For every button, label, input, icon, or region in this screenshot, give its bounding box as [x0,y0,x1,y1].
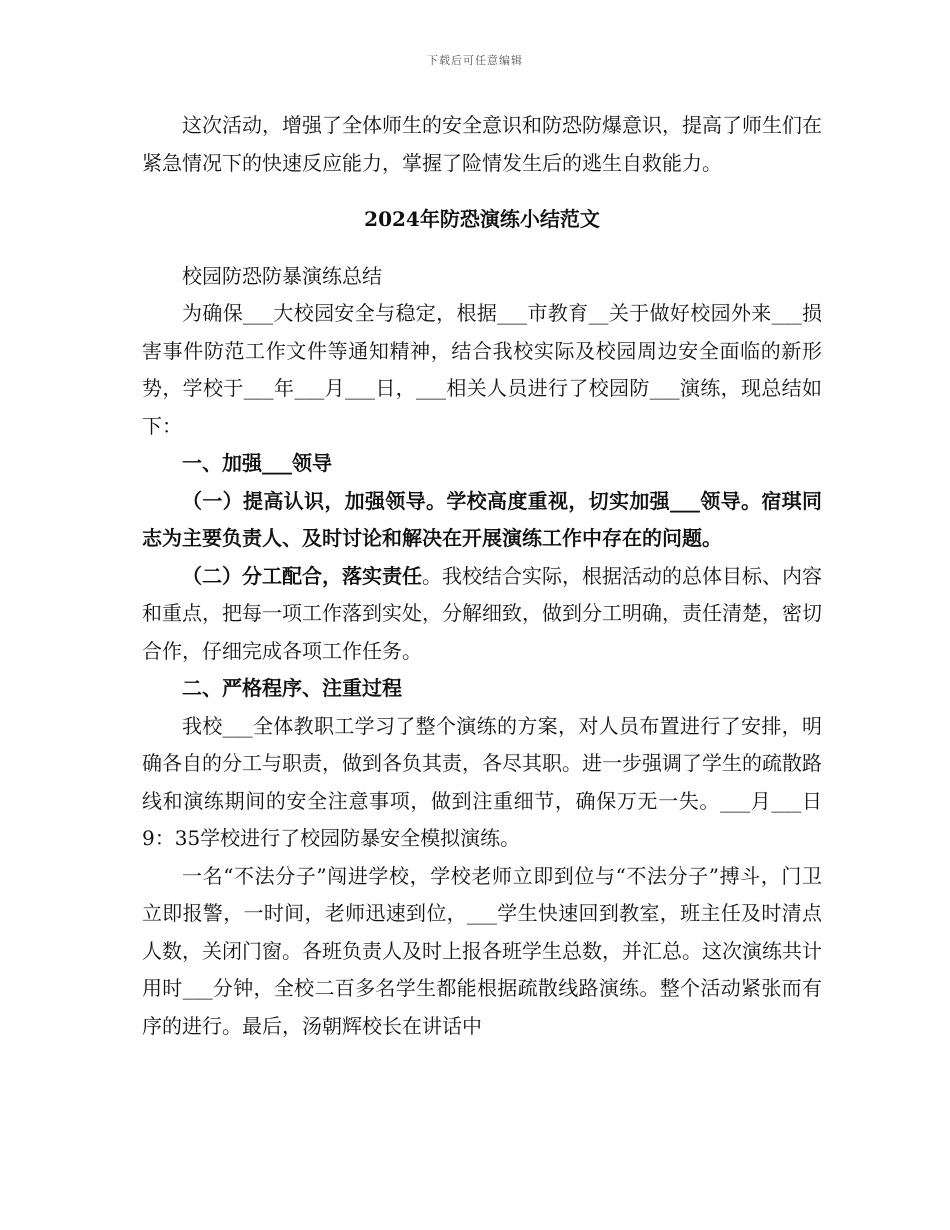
page-header-note: 下载后可任意编辑 [427,54,523,67]
paragraph-3-lead: （二）分工配合，落实责任 [182,563,422,588]
paragraph-4: 我校___全体教职工学习了整个演练的方案，对人员布置进行了安排，明确各自的分工与职责，做到各负其责，各尽其职。进一步强调了学生的疏散路线和演练期间的安全注意事项，做到注重细节，确保万无一失。___月___日9：35学校进行了校园防暴安全模拟演练。 [142,713,822,850]
paragraph-2: （一）提高认识，加强领导。学校高度重视，切实加强___领导。宿琪同志为主要负责人、及时讨论和解决在开展演练工作中存在的问题。 [142,488,822,550]
section-heading-1: 一、加强___领导 [182,451,332,475]
paragraph-3 [142,558,822,671]
intro-paragraph: 这次活动，增强了全体师生的安全意识和防恐防爆意识，提高了师生们在紧急情况下的快速反应能力，掌握了险情发生后的逃生自救能力。 [142,113,822,175]
paragraph-1: 为确保___大校园安全与稳定，根据___市教育__关于做好校园外来___损害事件防范工作文件等通知精神，结合我校实际及校园周边安全面临的新形势，学校于___年___月___日，___相关人员进行了校园防___演练，现总结如下： [142,301,822,438]
paragraph-3-body: 。我校结合实际，根据活动的总体目标、内容和重点，把每一项工作落到实处，分解细致，做到分工明确，责任清楚，密切合作，仔细完成各项工作任务。 [142,563,822,663]
document-subtitle: 校园防恐防暴演练总结 [182,263,382,288]
section-heading-2: 二、严格程序、注重过程 [182,676,402,700]
document-title: 2024年防恐演练小结范文 [364,207,600,231]
document-body [142,107,822,1045]
paragraph-5: 一名“不法分子”闯进学校，学校老师立即到位与“不法分子”搏斗，门卫立即报警，一时间，老师迅速到位，___学生快速回到教室，班主任及时清点人数，关闭门窗。各班负责人及时上报各班学生总数，并汇总。这次演练共计用时___分钟，全校二百多名学生都能根据疏散线路演练。整个活动紧张而有序的进行。最后，汤朝辉校长在讲话中 [142,863,822,1038]
